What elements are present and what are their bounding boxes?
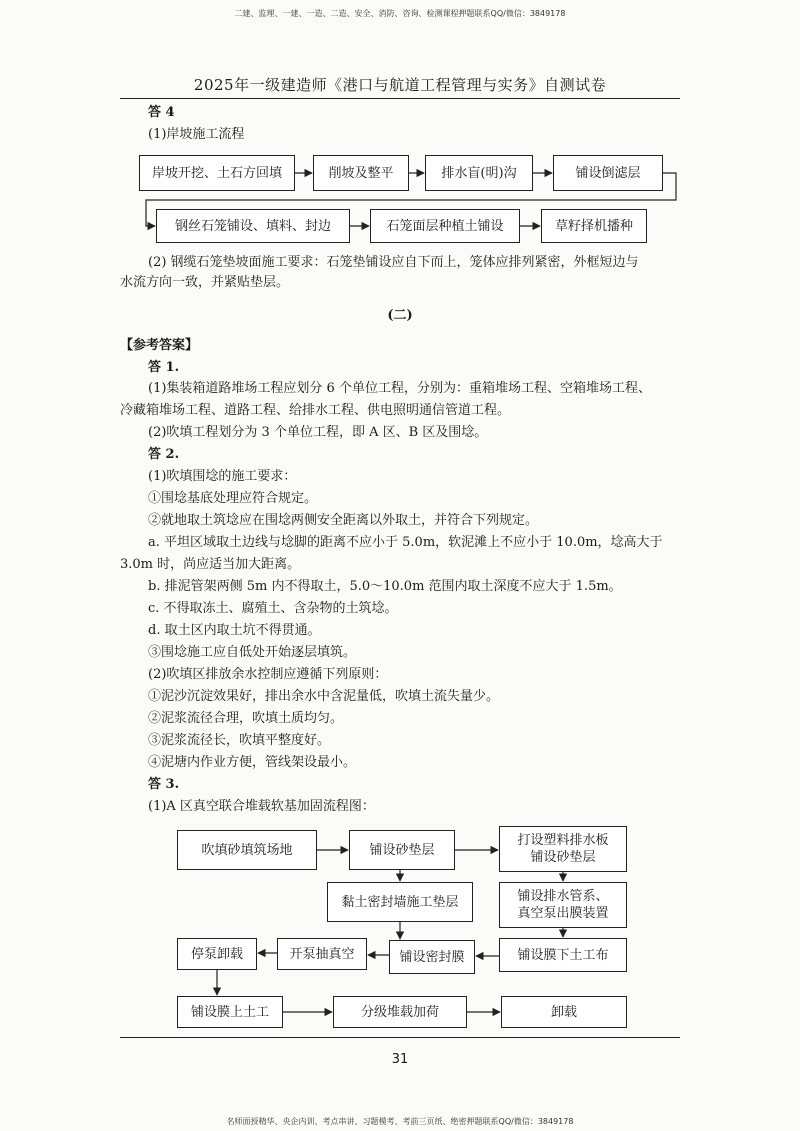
answer-2-line-1: (1)吹填围埝的施工要求： [148, 469, 297, 484]
footer-divider [120, 1037, 680, 1038]
answer-2-line-9: ③围埝施工应自低处开始逐层填筑。 [148, 645, 357, 660]
flow2-box-clay-wall: 黏土密封墙施工垫层 [327, 882, 473, 922]
flow1-box-filter: 铺设倒滤层 [553, 155, 663, 191]
flow1-box-topsoil: 石笼面层种植土铺设 [370, 209, 520, 243]
flow2-box-drain-board-line1: 打设塑料排水板 [517, 833, 609, 848]
flow2-box-pipe-system-line1: 铺设排水管系、 [517, 889, 609, 904]
flow2-box-sand-cushion: 铺设砂垫层 [349, 830, 455, 870]
answer-3-line-1: (1)A 区真空联合堆载软基加固流程图： [148, 799, 375, 814]
flow1-box-grade: 削坡及整平 [313, 155, 409, 191]
page-title: 2025年一级建造师《港口与航道工程管理与实务》自测试卷 [193, 76, 607, 94]
flow2-box-unload: 卸载 [501, 996, 627, 1028]
answer-2-line-14: ④泥塘内作业方便，管线架设最小。 [148, 755, 357, 770]
flow2-box-drain-board-line2: 铺设砂垫层 [530, 850, 596, 865]
reference-answer-label: 【参考答案】 [120, 338, 199, 353]
answer-1-line-2: 冷藏箱堆场工程、道路工程、给排水工程、供电照明通信管道工程。 [120, 403, 511, 418]
answer-2-line-3: ②就地取土筑埝应在围埝两侧安全距离以外取土，并符合下列规定。 [148, 513, 539, 528]
answer-2-line-5: 3.0m 时，尚应适当加大距离。 [120, 557, 301, 572]
arrow-f1-wrap [146, 173, 676, 226]
answer-2-line-10: (2)吹填区排放余水控制应遵循下列原则： [148, 667, 388, 682]
answer-1-line-3: (2)吹填工程划分为 3 个单位工程，即 A 区、B 区及围埝。 [148, 425, 488, 440]
top-promo-note: 二建、监理、一建、一造、二造、安全、消防、咨询、检测课程押题联系QQ/微信：3849178 [234, 9, 566, 18]
flow2-box-seal-film: 铺设密封膜 [389, 940, 475, 974]
bottom-promo-note: 名师面授精华、央企内训、考点串讲、习题模考、考前三页纸、绝密押题联系QQ/微信：3849178 [226, 1117, 574, 1126]
flow2-box-staged-load: 分级堆载加荷 [333, 996, 467, 1028]
answer-2-line-6: b. 排泥管架两侧 5m 内不得取土，5.0～10.0m 范围内取土深度不应大于 1.5m。 [148, 579, 622, 594]
answer-2-line-8: d. 取土区内取土坑不得贯通。 [148, 623, 321, 638]
answer-2-line-7: c. 不得取冻土、腐殖土、含杂物的土筑埝。 [148, 601, 398, 616]
answer-2-line-4: a. 平坦区域取土边线与埝脚的距离不应小于 5.0m，软泥滩上不应小于 10.0m，埝高大于 [148, 535, 663, 550]
answer-2-line-12: ②泥浆流径合理，吹填土质均匀。 [148, 711, 344, 726]
answer-1-label: 答 1. [148, 360, 180, 375]
requirement-line-1: (2) 钢缆石笼垫坡面施工要求：石笼垫铺设应自下而上，笼体应排列紧密，外框短边与 [148, 255, 639, 270]
answer-4-label: 答 4 [148, 105, 175, 120]
flow2-box-stop-pump: 停泵卸载 [177, 938, 257, 970]
flow1-box-gabion: 钢丝石笼铺设、填料、封边 [156, 209, 350, 243]
page-number: 31 [391, 1052, 409, 1067]
flow2-box-pipe-system-line2: 真空泵出膜装置 [517, 906, 609, 921]
subheading-slope-flow: (1)岸坡施工流程 [148, 127, 245, 142]
flow1-box-excavate: 岸坡开挖、土石方回填 [139, 155, 295, 191]
answer-2-line-2: ①围埝基底处理应符合规定。 [148, 491, 318, 506]
answer-3-label: 答 3. [148, 777, 180, 792]
flow1-box-drain: 排水盲(明)沟 [425, 155, 533, 191]
flow2-box-vacuum: 开泵抽真空 [277, 938, 367, 970]
answer-2-line-11: ①泥沙沉淀效果好，排出余水中含泥量低，吹填土流失量少。 [148, 689, 500, 704]
flow1-box-seeding: 草籽择机播种 [541, 209, 647, 243]
section-2-heading: (二) [387, 308, 413, 323]
answer-1-line-1: (1)集装箱道路堆场工程应划分 6 个单位工程，分别为：重箱堆场工程、空箱堆场工程、 [148, 381, 651, 396]
answer-2-label: 答 2. [148, 447, 180, 462]
flow2-box-geotextile-under: 铺设膜下土工布 [499, 938, 627, 972]
flow2-box-geotextile-over: 铺设膜上土工 [177, 996, 283, 1028]
requirement-line-2: 水流方向一致，并紧贴垫层。 [120, 275, 290, 290]
answer-2-line-13: ③泥浆流径长，吹填平整度好。 [148, 733, 331, 748]
flow2-box-fill-site: 吹填砂填筑场地 [177, 830, 317, 870]
